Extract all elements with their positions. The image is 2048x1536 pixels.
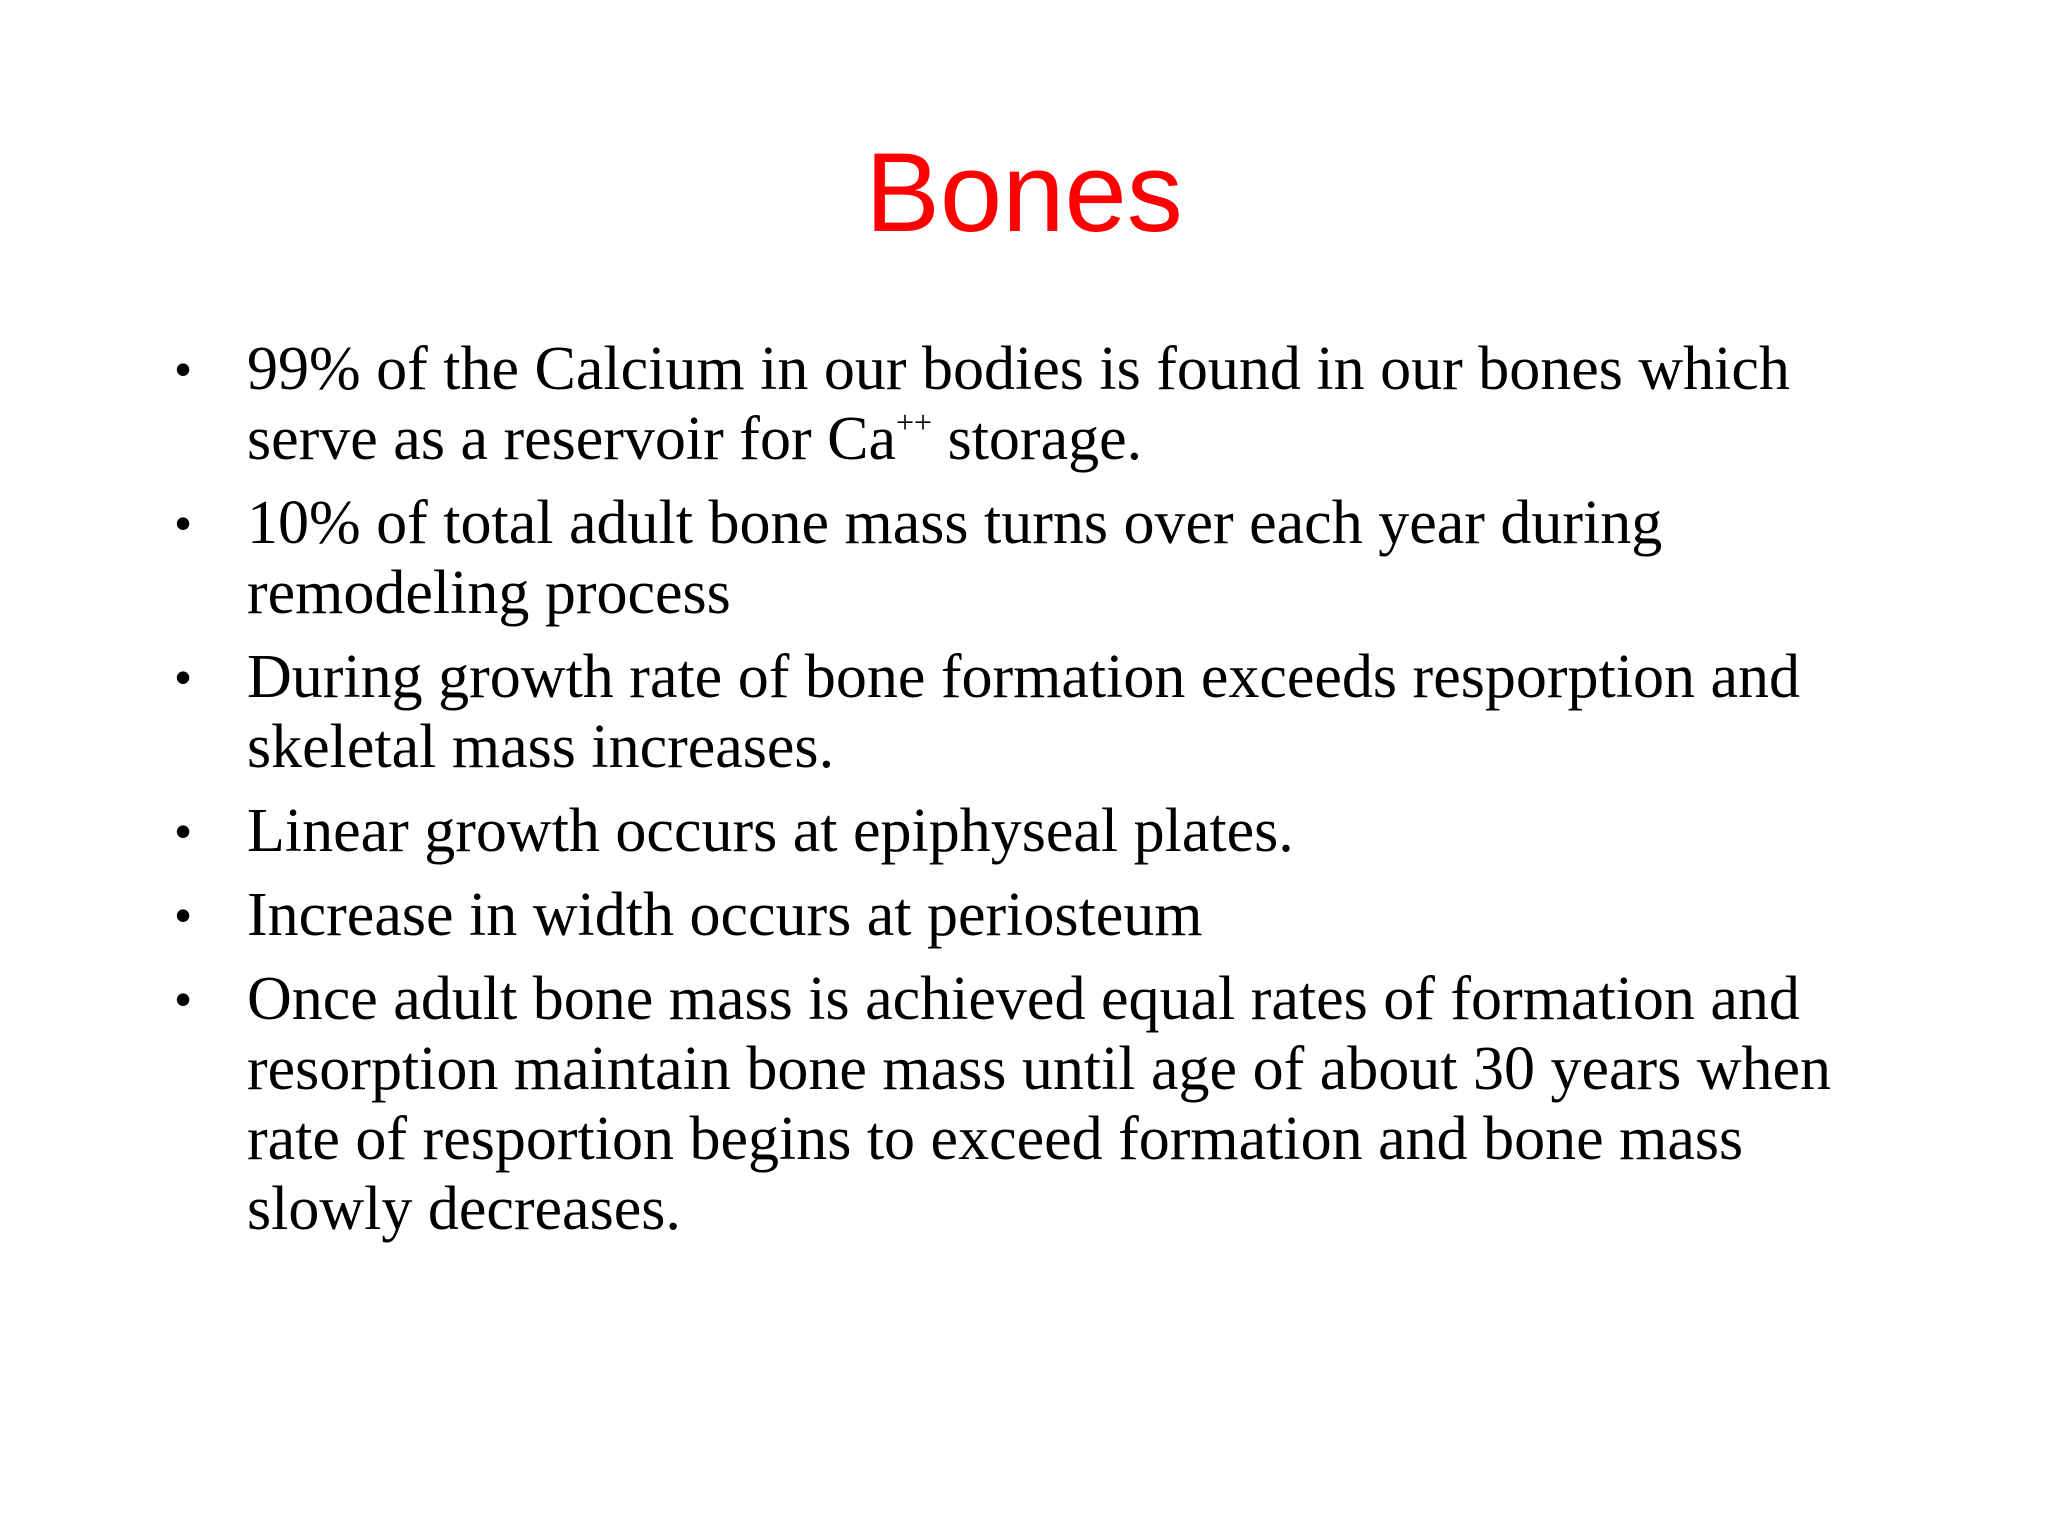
bullet-dot-icon: •: [175, 973, 192, 1025]
bullet-dot-icon: •: [175, 497, 192, 549]
bullet-list: [175, 334, 1895, 1258]
bullet-text-adult-mass: Once adult bone mass is achieved equal rates of formation and resorption maintain bone mass until age of about 30 years when rate of resportion begins to exceed formation and bone mass slowly decreases.: [247, 965, 1832, 1243]
bullet-dot-icon: •: [175, 651, 192, 703]
calcium-ion-superscript: ++: [895, 404, 933, 440]
bullet-text-growth: During growth rate of bone formation exceeds resporption and skeletal mass increases.: [247, 643, 1800, 781]
bullet-dot-icon: •: [175, 805, 192, 857]
bullet-dot-icon: •: [175, 889, 192, 941]
bullet-text-calcium-after: storage.: [932, 405, 1143, 473]
bullet-text-calcium-before: 99% of the Calcium in our bodies is found in our bones which serve as a reservoir for Ca: [247, 335, 1790, 473]
bullet-item-width: [175, 880, 1895, 950]
bullet-text-turnover: 10% of total adult bone mass turns over each year during remodeling process: [247, 489, 1663, 627]
bullet-item-turnover: [175, 488, 1895, 628]
bullet-text-linear-growth: Linear growth occurs at epiphyseal plates.: [247, 797, 1294, 865]
slide-title: Bones: [865, 130, 1183, 255]
bullet-item-calcium: [175, 334, 1895, 474]
bullet-item-linear-growth: [175, 796, 1895, 866]
bullet-text-width: Increase in width occurs at periosteum: [247, 881, 1203, 949]
bullet-item-growth: [175, 642, 1895, 782]
bullet-dot-icon: •: [175, 343, 192, 395]
bullet-item-adult-mass: [175, 964, 1895, 1244]
